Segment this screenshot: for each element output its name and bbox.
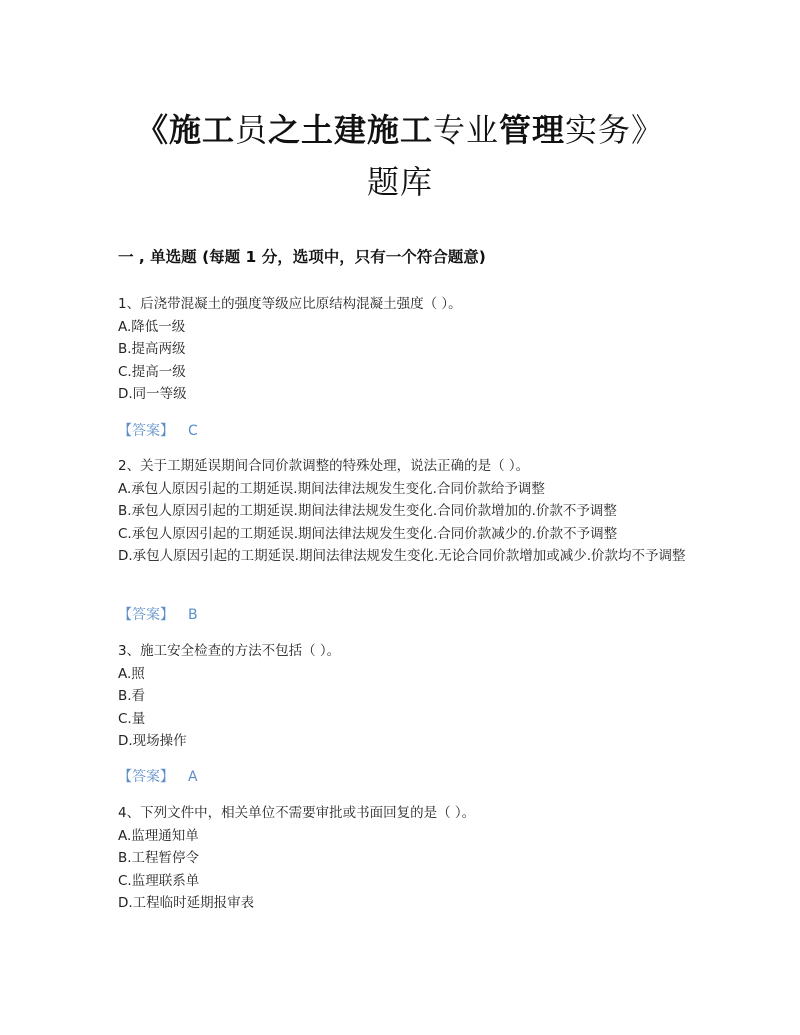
question-stem: 3、施工安全检查的方法不包括（ ）。 (118, 643, 341, 659)
question-1 (118, 293, 688, 406)
question-option: D.工程临时延期报审表 (118, 895, 255, 912)
answer-value: B (188, 607, 198, 623)
question-option: B.工程暂停令 (118, 850, 200, 867)
answer-label: 【答案】 (118, 607, 174, 623)
title-part: 实务》 (565, 111, 665, 149)
question-option: C.承包人原因引起的工期延误.期间法律法规发生变化.合同价款减少的.价款不予调整 (118, 525, 618, 542)
question-stem: 2、关于工期延误期间合同价款调整的特殊处理，说法正确的是（ ）。 (118, 458, 530, 474)
answer-label: 【答案】 (118, 769, 174, 785)
document-subtitle: 题库 (366, 163, 433, 201)
title-part: 员 (234, 111, 268, 149)
question-option: D.现场操作 (118, 733, 187, 750)
question-stem: 4、下列文件中，相关单位不需要审批或书面回复的是（ ）。 (118, 805, 476, 821)
document-title (60, 104, 740, 156)
question-option: D.同一等级 (118, 386, 187, 403)
answer-line (118, 420, 198, 442)
answer-label: 【答案】 (118, 423, 174, 439)
question-option: A.承包人原因引起的工期延误.期间法律法规发生变化.合同价款给予调整 (118, 480, 545, 497)
question-option: C.量 (118, 710, 146, 727)
answer-value: C (188, 423, 198, 439)
title-part: 管理 (499, 111, 566, 149)
title-part: 《施工 (135, 111, 235, 149)
question-option: B.提高两级 (118, 341, 186, 358)
answer-value: A (188, 769, 198, 785)
title-part: 专业 (433, 111, 500, 149)
question-stem: 1、后浇带混凝土的强度等级应比原结构混凝土强度（ ）。 (118, 296, 462, 312)
question-4 (118, 802, 688, 915)
answer-line (118, 604, 198, 626)
question-option: C.监理联系单 (118, 872, 200, 889)
question-option: A.监理通知单 (118, 827, 199, 844)
question-option: D.承包人原因引起的工期延误.期间法律法规发生变化.无论合同价款增加或减少.价款均不予调整 (118, 548, 686, 565)
answer-line (118, 766, 198, 788)
question-option: C.提高一级 (118, 363, 186, 380)
question-option: A.降低一级 (118, 318, 186, 335)
question-3 (118, 640, 688, 753)
section-heading: 一 , 单选题 (每题 1 分，选项中，只有一个符合题意) (118, 248, 486, 266)
question-2 (118, 455, 688, 568)
question-option: A.照 (118, 665, 145, 682)
question-option: B.看 (118, 688, 146, 705)
question-option: B.承包人原因引起的工期延误.期间法律法规发生变化.合同价款增加的.价款不予调整 (118, 503, 617, 520)
title-part: 之土建施工 (267, 111, 433, 149)
